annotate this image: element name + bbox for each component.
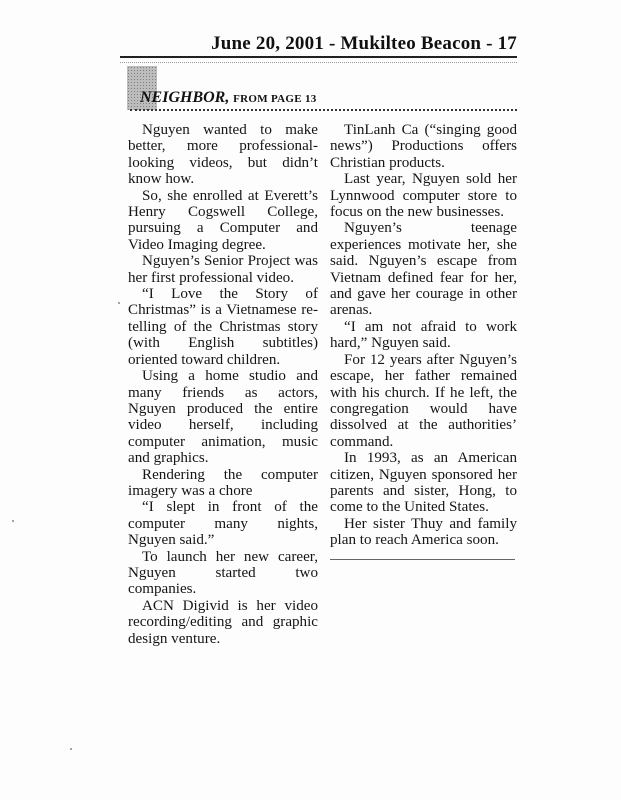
scan-speck — [118, 302, 120, 304]
jump-head-source: FROM PAGE 13 — [233, 93, 317, 105]
paragraph: Using a home studio and many friends as actors, Nguyen produced the entire video herself, including computer animation, music and graphics. — [128, 368, 318, 467]
article-column-right — [330, 122, 517, 560]
scan-speck — [70, 748, 72, 750]
paragraph: TinLanh Ca (“singing good news”) Productions offers Christian products. — [330, 122, 517, 171]
masthead-rule — [120, 56, 517, 58]
paragraph: To launch her new career, Nguyen started two companies. — [128, 548, 318, 598]
paragraph: Rendering the computer imagery was a chore — [128, 466, 318, 499]
paragraph: “I Love the Story of Christmas” is a Vietnamese re-telling of the Christmas story (with English subtitles) oriented toward children. — [128, 286, 318, 368]
article-column-left — [128, 122, 318, 647]
paragraph: Last year, Nguyen sold her Lynnwood computer store to focus on the new businesses. — [330, 171, 517, 221]
paragraph: For 12 years after Nguyen’s escape, her father remained with his church. If he left, the congregation would have dissolved at the authorities’ command. — [330, 351, 517, 450]
jump-head-word: NEIGHBOR, — [140, 89, 230, 106]
paragraph: Her sister Thuy and family plan to reach America soon. — [330, 515, 517, 549]
paragraph: Nguyen’s Senior Project was her first professional video. — [128, 253, 318, 286]
paragraph: “I slept in front of the computer many nights, Nguyen said.” — [128, 499, 318, 549]
paragraph: ACN Digivid is her video recording/editing and graphic design venture. — [128, 597, 318, 647]
jump-head-dotted-rule — [130, 109, 517, 113]
jump-head — [140, 89, 317, 107]
paragraph: In 1993, as an American citizen, Nguyen sponsored her parents and sister, Hong, to come to the United States. — [330, 450, 517, 516]
scan-speck — [12, 520, 14, 522]
masthead: June 20, 2001 - Mukilteo Beacon - 17 — [211, 33, 517, 54]
dotted-divider — [120, 62, 517, 64]
article-end-rule — [330, 559, 515, 560]
paragraph: Nguyen’s teenage experiences motivate her, she said. Nguyen’s escape from Vietnam defined fear for her, and gave her courage in other arenas. — [330, 220, 517, 319]
paragraph: Nguyen wanted to make better, more professional-looking videos, but didn’t know how. — [128, 122, 318, 188]
paragraph: “I am not afraid to work hard,” Nguyen said. — [330, 318, 517, 352]
paragraph: So, she enrolled at Everett’s Henry Cogswell College, pursuing a Computer and Video Imaging degree. — [128, 187, 318, 253]
